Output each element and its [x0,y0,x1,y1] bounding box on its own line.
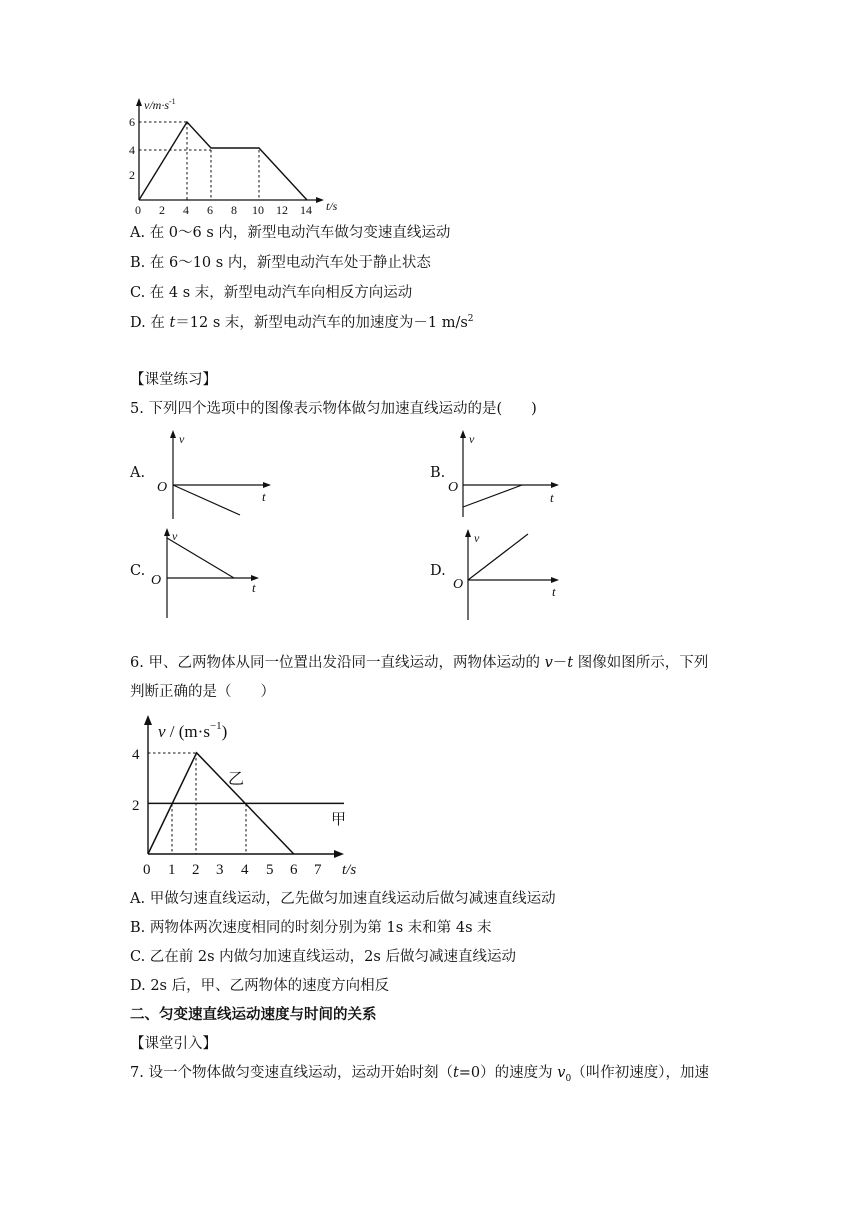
q5-stem: 5. 下列四个选项中的图像表示物体做匀加速直线运动的是( ) [130,401,537,417]
section-practice-heading: 【课堂练习】 [130,372,217,388]
q5-b-origin: O [448,480,459,495]
q5-a-line [173,485,240,515]
fig1-velocity-line [139,122,307,200]
section2-title: 二、匀变速直线运动速度与时间的关系 [130,1006,377,1023]
q5-c-tlabel: t [252,580,256,595]
q6-ytick-2: 2 [132,798,140,814]
q5-b-tlabel: t [550,490,554,505]
fig1-ytick-4: 4 [129,143,135,157]
q6-vt-graph [126,712,396,882]
q6-stem-line2: 判断正确的是（ ） [130,684,275,700]
q4-option-a: A. 在 0～6 s 内，新型电动汽车做匀变速直线运动 [130,225,451,241]
q5-a-origin: O [157,480,168,495]
fig1-xtick-12: 12 [276,203,288,217]
fig1-ytick-2: 2 [129,168,135,182]
q6-xtick-3: 3 [216,862,224,878]
fig1-x-arrow [316,197,324,203]
q5-option-a-graph [150,427,280,522]
q6-ytick-4: 4 [132,747,140,763]
fig1-xtick-0: 0 [135,203,141,217]
fig1-xlabel: t/s [326,199,338,213]
q5-c-vlabel: v [172,529,178,543]
q4-option-b: B. 在 6～10 s 内，新型电动汽车处于静止状态 [130,255,431,271]
q6-jia-label: 甲 [331,812,347,828]
q6-xtick-2: 2 [192,862,200,878]
fig1-xtick-2: 2 [159,203,165,217]
q6-xtick-4: 4 [241,862,249,878]
fig1-xtick-4: 4 [183,203,189,217]
q6-xtick-0: 0 [143,862,151,878]
q5-a-vlabel: v [179,432,185,446]
q6-option-b: B. 两物体两次速度相同的时刻分别为第 1s 末和第 4s 末 [130,920,492,936]
q6-xtick-6: 6 [290,862,298,878]
q5-option-c-label: C. [130,563,146,579]
section-intro-heading: 【课堂引入】 [130,1036,217,1052]
q5-option-b-graph [445,427,575,522]
q5-b-vlabel: v [469,432,475,446]
q6-stem-line1: 6. 甲、乙两物体从同一位置出发沿同一直线运动，两物体运动的 v－t 图像如图所示，下列 [130,655,709,671]
fig1-xtick-8: 8 [231,203,237,217]
q5-d-origin: O [453,577,464,592]
q6-option-a: A. 甲做匀速直线运动，乙先做匀加速直线运动后做匀减速直线运动 [130,891,556,907]
fig1-y-arrow [136,98,142,106]
q6-xtick-7: 7 [314,862,322,878]
q5-a-tlabel: t [262,489,266,504]
q4-option-d: D. 在 t＝12 s 末，新型电动汽车的加速度为－1 $m/s^2$ [130,314,474,331]
q6-option-d: D. 2s 后，甲、乙两物体的速度方向相反 [130,978,390,994]
q5-d-tlabel: t [552,584,556,599]
q6-xtick-1: 1 [168,862,176,878]
fig1-ylabel: $v/m\cdot s^{-1}$ [144,97,176,112]
q6-x-arrow [334,850,344,858]
fig1-xtick-14: 14 [300,203,312,217]
q6-xtick-5: 5 [266,862,274,878]
q5-option-b-label: B. [430,465,446,481]
q6-ylabel: $v / (m\cdot s^{-1})$ [158,720,228,741]
q5-c-line [167,538,234,578]
fig1-xtick-6: 6 [207,203,213,217]
q5-c-origin: O [151,573,162,588]
q4-option-c: C. 在 4 s 末，新型电动汽车向相反方向运动 [130,285,413,301]
q7-stem: 7. 设一个物体做匀变速直线运动，运动开始时刻（t=0）的速度为 $v_0$（叫作初速度），加速 [130,1065,709,1084]
q5-option-d-label: D. [430,563,446,579]
q5-option-d-graph [448,526,578,621]
q6-y-arrow [144,715,152,725]
fig1-vt-graph [120,96,340,218]
q6-option-c: C. 乙在前 2s 内做匀加速直线运动，2s 后做匀减速直线运动 [130,949,516,965]
q5-option-c-graph [148,526,278,621]
q6-yi-label: 乙 [228,771,245,788]
q5-b-line [463,485,522,507]
q5-option-a-label: A. [130,465,146,481]
q5-d-vlabel: v [474,531,480,545]
fig1-xtick-10: 10 [252,203,264,217]
fig1-ytick-6: 6 [129,115,135,129]
q6-xlabel: t/s [342,862,357,878]
